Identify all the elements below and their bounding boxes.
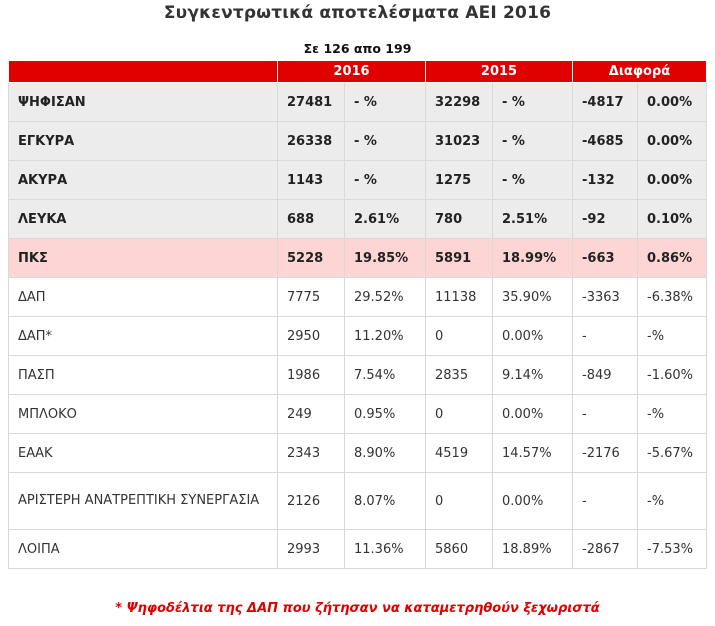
pct-2015: - %: [493, 122, 573, 161]
votes-2015: 11138: [426, 278, 493, 317]
table-row: [9, 530, 707, 569]
table-row: [9, 122, 707, 161]
diff-pct: -%: [638, 473, 707, 530]
table-row: [9, 239, 707, 278]
pct-2015: 35.90%: [493, 278, 573, 317]
pct-2016: 7.54%: [345, 356, 426, 395]
pct-2015: 2.51%: [493, 200, 573, 239]
diff-pct: -5.67%: [638, 434, 707, 473]
row-label: ΜΠΛΟΚΟ: [9, 395, 278, 434]
diff-votes: -2867: [573, 530, 638, 569]
diff-votes: -: [573, 473, 638, 530]
row-label: ΑΚΥΡΑ: [9, 161, 278, 200]
diff-votes: -849: [573, 356, 638, 395]
pct-2015: 0.00%: [493, 395, 573, 434]
table-row: [9, 395, 707, 434]
table-row: [9, 356, 707, 395]
pct-2016: - %: [345, 83, 426, 122]
header-row: [9, 61, 707, 83]
pct-2016: 2.61%: [345, 200, 426, 239]
votes-2016: 249: [278, 395, 345, 434]
diff-votes: -663: [573, 239, 638, 278]
votes-2015: 32298: [426, 83, 493, 122]
header-blank-cell: [9, 61, 278, 83]
row-label: ΑΡΙΣΤΕΡΗ ΑΝΑΤΡΕΠΤΙΚΗ ΣΥΝΕΡΓΑΣΙΑ: [9, 473, 278, 530]
row-label: ΛΕΥΚΑ: [9, 200, 278, 239]
diff-pct: -7.53%: [638, 530, 707, 569]
pct-2016: 29.52%: [345, 278, 426, 317]
pct-2015: 0.00%: [493, 317, 573, 356]
table-row: [9, 200, 707, 239]
votes-2016: 27481: [278, 83, 345, 122]
diff-votes: -: [573, 317, 638, 356]
pct-2016: 0.95%: [345, 395, 426, 434]
votes-2015: 31023: [426, 122, 493, 161]
diff-pct: 0.00%: [638, 83, 707, 122]
row-label: ΔΑΠ*: [9, 317, 278, 356]
votes-2015: 0: [426, 317, 493, 356]
pct-2015: 9.14%: [493, 356, 573, 395]
results-body: [9, 83, 707, 569]
votes-2016: 2993: [278, 530, 345, 569]
pct-2015: - %: [493, 161, 573, 200]
table-row: [9, 83, 707, 122]
diff-votes: -92: [573, 200, 638, 239]
table-row: [9, 278, 707, 317]
diff-pct: 0.00%: [638, 122, 707, 161]
diff-votes: -132: [573, 161, 638, 200]
diff-votes: -4685: [573, 122, 638, 161]
results-table: [8, 60, 707, 569]
pct-2015: 18.99%: [493, 239, 573, 278]
votes-2016: 688: [278, 200, 345, 239]
diff-votes: -4817: [573, 83, 638, 122]
votes-2016: 1143: [278, 161, 345, 200]
header-difference: Διαφορά: [573, 61, 707, 83]
row-label: ΨΗΦΙΣΑΝ: [9, 83, 278, 122]
diff-pct: -6.38%: [638, 278, 707, 317]
votes-2015: 5891: [426, 239, 493, 278]
pct-2016: 8.07%: [345, 473, 426, 530]
page-title: Συγκεντρωτικά αποτελέσματα ΑΕΙ 2016: [163, 3, 552, 23]
diff-votes: -2176: [573, 434, 638, 473]
votes-2015: 2835: [426, 356, 493, 395]
footnote: * Ψηφοδέλτια της ΔΑΠ που ζήτησαν να καταμετρηθούν ξεχωριστά: [115, 601, 600, 616]
pct-2015: - %: [493, 83, 573, 122]
row-label: ΠΚΣ: [9, 239, 278, 278]
diff-pct: 0.00%: [638, 161, 707, 200]
votes-2015: 0: [426, 395, 493, 434]
pct-2015: 14.57%: [493, 434, 573, 473]
pct-2016: 11.20%: [345, 317, 426, 356]
votes-2016: 2126: [278, 473, 345, 530]
row-label: ΠΑΣΠ: [9, 356, 278, 395]
votes-2016: 2343: [278, 434, 345, 473]
row-label: ΕΓΚΥΡΑ: [9, 122, 278, 161]
pct-2016: 11.36%: [345, 530, 426, 569]
votes-2015: 4519: [426, 434, 493, 473]
table-row: [9, 161, 707, 200]
table-row: [9, 317, 707, 356]
votes-2016: 26338: [278, 122, 345, 161]
diff-pct: 0.10%: [638, 200, 707, 239]
diff-votes: -3363: [573, 278, 638, 317]
diff-pct: 0.86%: [638, 239, 707, 278]
header-2015: 2015: [426, 61, 573, 83]
counted-subtitle: Σε 126 απο 199: [303, 41, 412, 56]
row-label: ΔΑΠ: [9, 278, 278, 317]
table-row: [9, 473, 707, 530]
pct-2016: 8.90%: [345, 434, 426, 473]
pct-2016: - %: [345, 161, 426, 200]
votes-2016: 2950: [278, 317, 345, 356]
pct-2016: 19.85%: [345, 239, 426, 278]
row-label: ΛΟΙΠΑ: [9, 530, 278, 569]
votes-2016: 1986: [278, 356, 345, 395]
table-row: [9, 434, 707, 473]
votes-2015: 5860: [426, 530, 493, 569]
diff-pct: -%: [638, 317, 707, 356]
pct-2015: 18.89%: [493, 530, 573, 569]
votes-2016: 7775: [278, 278, 345, 317]
pct-2016: - %: [345, 122, 426, 161]
diff-votes: -: [573, 395, 638, 434]
row-label: ΕΑΑΚ: [9, 434, 278, 473]
pct-2015: 0.00%: [493, 473, 573, 530]
votes-2016: 5228: [278, 239, 345, 278]
votes-2015: 780: [426, 200, 493, 239]
votes-2015: 1275: [426, 161, 493, 200]
votes-2015: 0: [426, 473, 493, 530]
diff-pct: -1.60%: [638, 356, 707, 395]
diff-pct: -%: [638, 395, 707, 434]
header-2016: 2016: [278, 61, 426, 83]
